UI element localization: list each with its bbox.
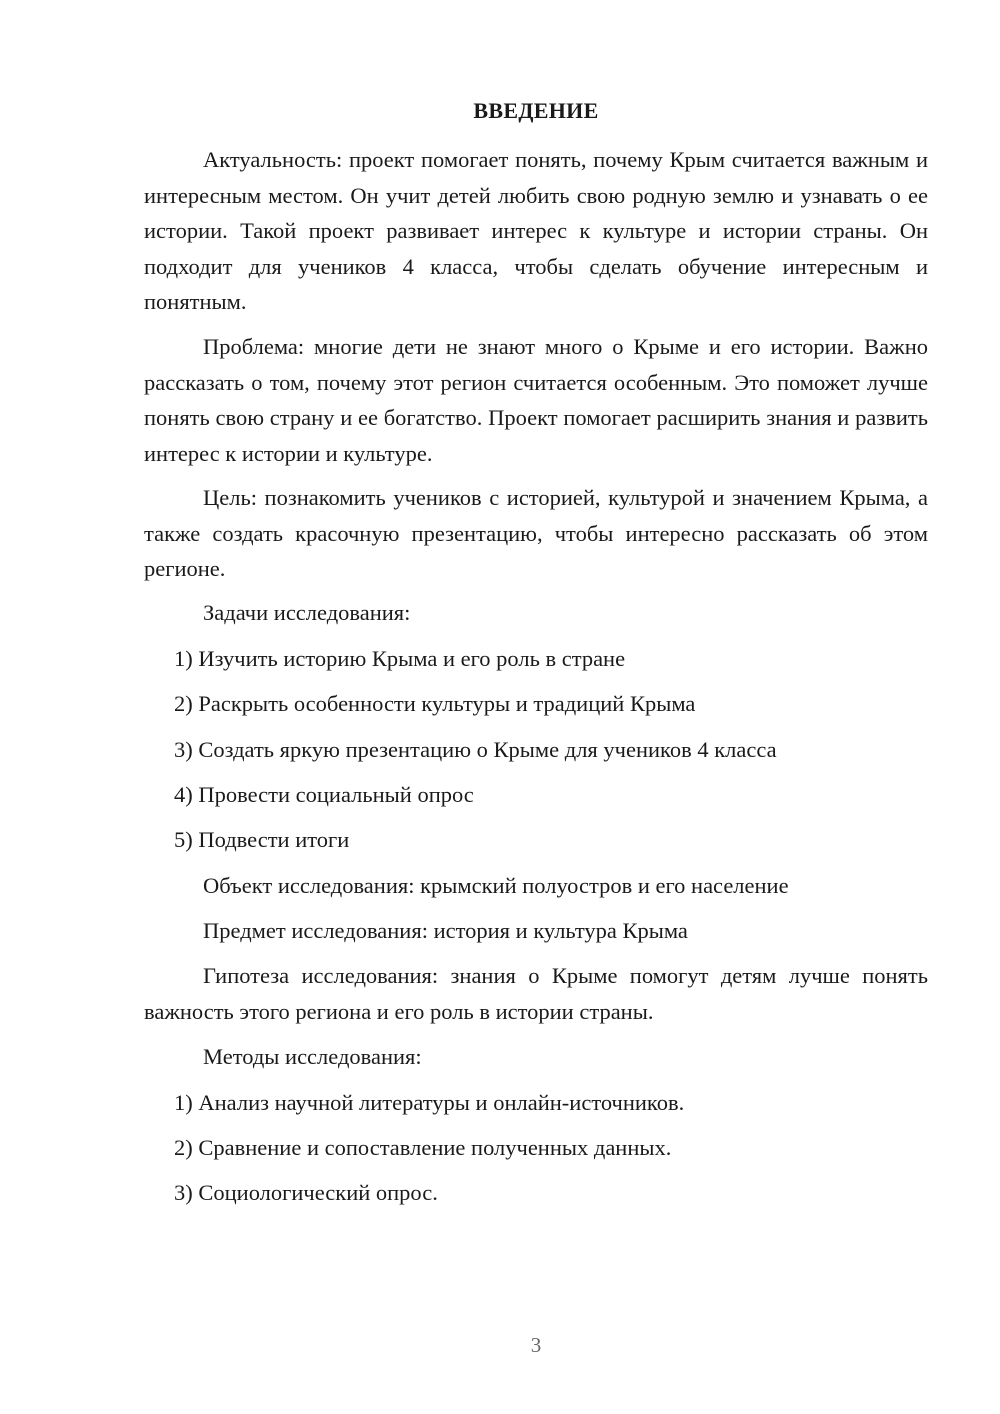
- problem-paragraph: Проблема: многие дети не знают много о Крыме и его истории. Важно рассказать о том, почему этот регион считается особенным. Это поможет лучше понять свою страну и ее богатство. Проект помогает расширить знания и развить интерес к истории и культуре.: [144, 334, 928, 466]
- hypothesis-paragraph: Гипотеза исследования: знания о Крыме помогут детям лучше понять важность этого региона и его роль в истории страны.: [144, 963, 928, 1024]
- tasks-heading: Задачи исследования:: [203, 600, 411, 625]
- list-item: 2) Раскрыть особенности культуры и традиций Крыма: [174, 691, 696, 716]
- list-item: 5) Подвести итоги: [174, 827, 350, 852]
- list-item: 1) Анализ научной литературы и онлайн-источников.: [174, 1090, 685, 1115]
- list-item: 1) Изучить историю Крыма и его роль в стране: [174, 646, 626, 671]
- list-item: 3) Создать яркую презентацию о Крыме для учеников 4 класса: [174, 737, 777, 762]
- list-item: 2) Сравнение и сопоставление полученных данных.: [174, 1135, 672, 1160]
- goal-paragraph: Цель: познакомить учеников с историей, культурой и значением Крыма, а также создать красочную презентацию, чтобы интересно рассказать об этом регионе.: [144, 485, 928, 581]
- methods-heading: Методы исследования:: [203, 1044, 422, 1069]
- page-number: 3: [530, 1333, 542, 1357]
- list-item: 4) Провести социальный опрос: [174, 782, 474, 807]
- research-subject: Предмет исследования: история и культура Крыма: [203, 918, 688, 943]
- section-title: ВВЕДЕНИЕ: [473, 98, 599, 123]
- relevance-paragraph: Актуальность: проект помогает понять, почему Крым считается важным и интересным местом. Он учит детей любить свою родную землю и узнавать о ее истории. Такой проект развивает интерес к культуре и истории страны. Он подходит для учеников 4 класса, чтобы сделать обучение интересным и понятным.: [144, 147, 928, 314]
- document-page: [144, 0, 928, 1414]
- list-item: 3) Социологический опрос.: [174, 1180, 438, 1205]
- research-object: Объект исследования: крымский полуостров и его население: [203, 873, 789, 898]
